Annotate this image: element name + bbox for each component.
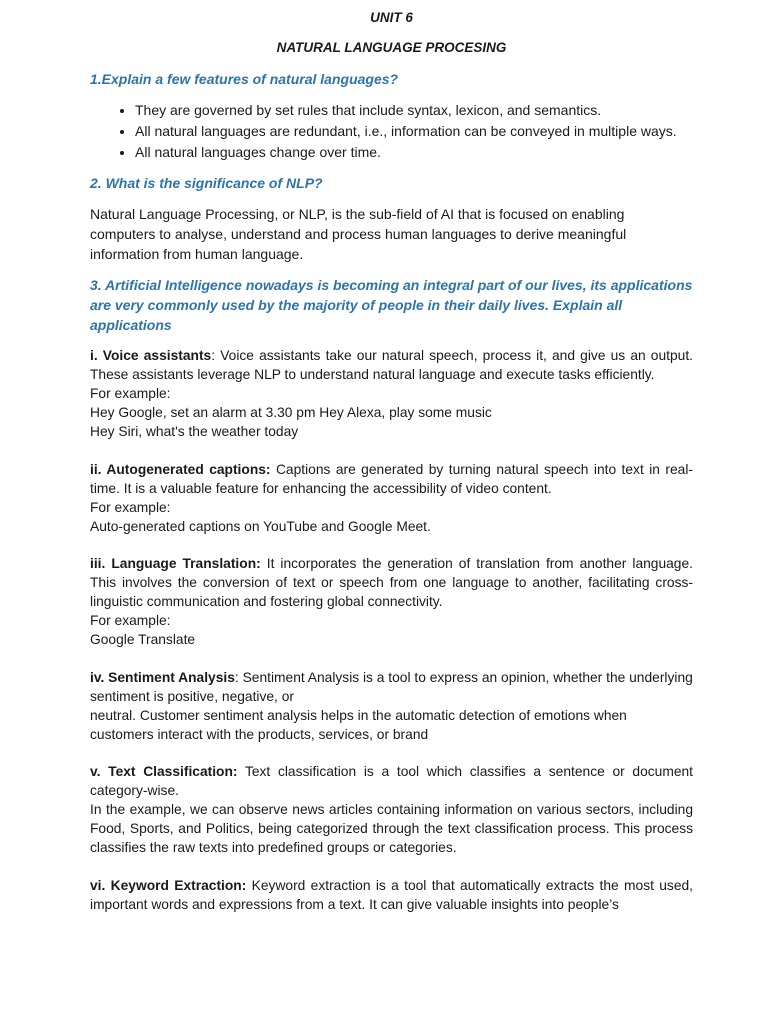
application-text: Captions are generated by turning natural speech into text in real-time. It is a valuable feature for enhancing the accessibility of video content. [90,461,693,496]
list-item: • They are governed by set rules that include syntax, lexicon, and semantics. [135,100,693,120]
application-extra: In the example, we can observe news articles containing information on various sectors, including Food, Sports, and Politics, being categorized through the text classification process. This process classifies the raw texts into predefined groups or categories. [90,802,693,855]
application-language-translation [90,554,693,649]
application-description [90,762,693,800]
document-page [90,8,693,932]
application-heading: i. Voice assistants [90,348,212,363]
application-autogenerated-captions [90,460,693,536]
document-title: NATURAL LANGUAGE PROCESING [276,40,507,55]
application-text: Text classification is a tool which classifies a sentence or document category-wise. [90,764,694,798]
example-label: For example: [90,613,171,628]
application-description [90,668,693,706]
application-heading: v. Text Classification: [90,764,238,779]
example-line: Hey Google, set an alarm at 3.30 pm Hey Alexa, play some music [90,405,492,420]
unit-title: UNIT 6 [370,10,413,25]
application-text: It incorporates the generation of translation from another language. This involves the conversion of text or speech from one language to another, facilitating cross-linguistic communication and fostering global connectivity. [90,556,693,609]
application-heading: vi. Keyword Extraction: [90,877,247,893]
question-3: 3. Artificial Intelligence nowadays is becoming an integral part of our lives, its applications are very commonly used by the majority of people in their daily lives. Explain all applications [90,277,693,333]
application-description [90,554,693,611]
application-text: : Sentiment Analysis is a tool to express an opinion, whether the underlying sentiment is positive, negative, or [90,669,693,704]
question-2: 2. What is the significance of NLP? [90,175,323,191]
features-list [90,100,693,162]
application-keyword-extraction [90,876,693,914]
application-description [90,460,693,498]
list-item: • All natural languages change over time. [135,142,693,162]
example-label: For example: [90,499,171,515]
application-text: : Voice assistants take our natural speech, process it, and give us an output. These assistants leverage NLP to understand natural language and execute tasks efficiently. [90,348,693,382]
example-line: Hey Siri, what's the weather today [90,424,299,439]
question-1: 1.Explain a few features of natural languages? [90,71,399,87]
example-line: Auto-generated captions on YouTube and Google Meet. [90,518,431,534]
application-text: Keyword extraction is a tool that automatically extracts the most used, important words and expressions from a text. It can give valuable insights into people’s [90,877,694,912]
example-line: Google Translate [90,632,196,647]
application-description [90,346,693,384]
example-label: For example: [90,386,171,401]
application-voice-assistants [90,346,693,441]
application-heading: iii. Language Translation: [90,556,261,571]
answer-2: Natural Language Processing, or NLP, is the sub-field of AI that is focused on enabling computers to analyse, understand and process human languages to derive meaningful information from human language. [90,206,627,262]
application-description [90,876,693,914]
application-text-classification [90,762,693,857]
list-item: • All natural languages are redundant, i.e., information can be conveyed in multiple ways. [135,121,693,141]
application-extra: neutral. Customer sentiment analysis helps in the automatic detection of emotions when customers interact with the products, services, or brand [90,707,627,742]
application-sentiment-analysis [90,668,693,744]
application-heading: ii. Autogenerated captions: [90,461,271,477]
application-heading: iv. Sentiment Analysis [90,669,235,685]
